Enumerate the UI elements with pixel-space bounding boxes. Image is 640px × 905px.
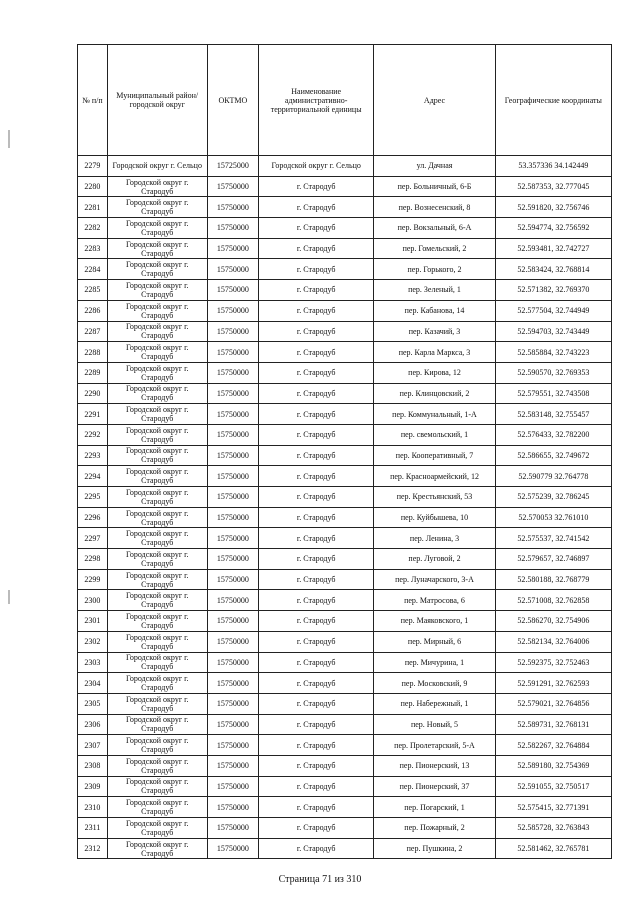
coordinates-cell: 52.583424, 32.768814 bbox=[495, 259, 611, 280]
district-cell: Городской округ г. Стародуб bbox=[107, 238, 207, 259]
row-number: 2284 bbox=[78, 259, 108, 280]
admin-unit-cell: г. Стародуб bbox=[259, 797, 374, 818]
table-row bbox=[78, 549, 612, 570]
row-number: 2286 bbox=[78, 300, 108, 321]
address-cell: ул. Дачная bbox=[374, 156, 495, 177]
row-number: 2300 bbox=[78, 590, 108, 611]
header-district: Муниципальный район/городской округ bbox=[107, 45, 207, 156]
coordinates-cell: 52.585728, 32.763843 bbox=[495, 818, 611, 839]
oktmo-cell: 15750000 bbox=[207, 549, 258, 570]
admin-unit-cell: г. Стародуб bbox=[259, 507, 374, 528]
table-row bbox=[78, 383, 612, 404]
admin-unit-cell: г. Стародуб bbox=[259, 673, 374, 694]
table-row bbox=[78, 424, 612, 445]
oktmo-cell: 15750000 bbox=[207, 797, 258, 818]
district-cell: Городской округ г. Стародуб bbox=[107, 528, 207, 549]
coordinates-cell: 52.583148, 32.755457 bbox=[495, 404, 611, 425]
oktmo-cell: 15750000 bbox=[207, 300, 258, 321]
oktmo-cell: 15750000 bbox=[207, 569, 258, 590]
district-cell: Городской округ г. Стародуб bbox=[107, 466, 207, 487]
address-cell: пер. Гомельский, 2 bbox=[374, 238, 495, 259]
admin-unit-cell: г. Стародуб bbox=[259, 611, 374, 632]
admin-unit-cell: г. Стародуб bbox=[259, 735, 374, 756]
oktmo-cell: 15750000 bbox=[207, 238, 258, 259]
address-cell: пер. Мирный, 6 bbox=[374, 631, 495, 652]
admin-unit-cell: г. Стародуб bbox=[259, 755, 374, 776]
header-address: Адрес bbox=[374, 45, 495, 156]
coordinates-cell: 52.580188, 32.768779 bbox=[495, 569, 611, 590]
oktmo-cell: 15750000 bbox=[207, 383, 258, 404]
address-cell: пер. Пожарный, 2 bbox=[374, 818, 495, 839]
district-cell: Городской округ г. Стародуб bbox=[107, 259, 207, 280]
district-cell: Городской округ г. Стародуб bbox=[107, 735, 207, 756]
admin-unit-cell: г. Стародуб bbox=[259, 280, 374, 301]
table-row bbox=[78, 466, 612, 487]
oktmo-cell: 15750000 bbox=[207, 776, 258, 797]
coordinates-cell: 52.591820, 32.756746 bbox=[495, 197, 611, 218]
coordinates-cell: 52.594703, 32.743449 bbox=[495, 321, 611, 342]
oktmo-cell: 15750000 bbox=[207, 590, 258, 611]
admin-unit-cell: г. Стародуб bbox=[259, 528, 374, 549]
row-number: 2294 bbox=[78, 466, 108, 487]
admin-unit-cell: г. Стародуб bbox=[259, 631, 374, 652]
oktmo-cell: 15750000 bbox=[207, 735, 258, 756]
district-cell: Городской округ г. Стародуб bbox=[107, 300, 207, 321]
district-cell: Городской округ г. Стародуб bbox=[107, 280, 207, 301]
settlements-table bbox=[77, 44, 612, 859]
address-cell: пер. Зеленый, 1 bbox=[374, 280, 495, 301]
table-row bbox=[78, 652, 612, 673]
coordinates-cell: 52.579021, 32.764856 bbox=[495, 693, 611, 714]
table-row bbox=[78, 342, 612, 363]
table-row bbox=[78, 611, 612, 632]
district-cell: Городской округ г. Стародуб bbox=[107, 176, 207, 197]
oktmo-cell: 15750000 bbox=[207, 755, 258, 776]
district-cell: Городской округ г. Стародуб bbox=[107, 549, 207, 570]
coordinates-cell: 52.582267, 32.764884 bbox=[495, 735, 611, 756]
address-cell: пер. Погарский, 1 bbox=[374, 797, 495, 818]
admin-unit-cell: г. Стародуб bbox=[259, 197, 374, 218]
oktmo-cell: 15750000 bbox=[207, 673, 258, 694]
coordinates-cell: 52.582134, 32.764006 bbox=[495, 631, 611, 652]
oktmo-cell: 15750000 bbox=[207, 362, 258, 383]
header-number: № п/п bbox=[78, 45, 108, 156]
coordinates-cell: 52.589180, 32.754369 bbox=[495, 755, 611, 776]
oktmo-cell: 15725000 bbox=[207, 156, 258, 177]
address-cell: пер. Клинцовский, 2 bbox=[374, 383, 495, 404]
table-row bbox=[78, 838, 612, 859]
row-number: 2298 bbox=[78, 549, 108, 570]
admin-unit-cell: г. Стародуб bbox=[259, 776, 374, 797]
coordinates-cell: 52.576433, 32.782200 bbox=[495, 424, 611, 445]
table-row bbox=[78, 487, 612, 508]
admin-unit-cell: г. Стародуб bbox=[259, 818, 374, 839]
address-cell: пер. Пионерский, 13 bbox=[374, 755, 495, 776]
table-row bbox=[78, 818, 612, 839]
table-row bbox=[78, 673, 612, 694]
coordinates-cell: 52.571382, 32.769370 bbox=[495, 280, 611, 301]
coordinates-cell: 52.577504, 32.744949 bbox=[495, 300, 611, 321]
district-cell: Городской округ г. Стародуб bbox=[107, 507, 207, 528]
admin-unit-cell: г. Стародуб bbox=[259, 342, 374, 363]
row-number: 2288 bbox=[78, 342, 108, 363]
oktmo-cell: 15750000 bbox=[207, 321, 258, 342]
table-row bbox=[78, 218, 612, 239]
table-row bbox=[78, 176, 612, 197]
oktmo-cell: 15750000 bbox=[207, 818, 258, 839]
district-cell: Городской округ г. Стародуб bbox=[107, 693, 207, 714]
district-cell: Городской округ г. Стародуб bbox=[107, 652, 207, 673]
oktmo-cell: 15750000 bbox=[207, 838, 258, 859]
coordinates-cell: 52.590570, 32.769353 bbox=[495, 362, 611, 383]
coordinates-cell: 52.590779 32.764778 bbox=[495, 466, 611, 487]
oktmo-cell: 15750000 bbox=[207, 487, 258, 508]
table-row bbox=[78, 321, 612, 342]
table-row bbox=[78, 714, 612, 735]
district-cell: Городской округ г. Стародуб bbox=[107, 445, 207, 466]
address-cell: пер. Коммунальный, 1-А bbox=[374, 404, 495, 425]
table-row bbox=[78, 755, 612, 776]
coordinates-cell: 52.594774, 32.756592 bbox=[495, 218, 611, 239]
oktmo-cell: 15750000 bbox=[207, 176, 258, 197]
coordinates-cell: 52.575239, 32.786245 bbox=[495, 487, 611, 508]
table-row bbox=[78, 590, 612, 611]
oktmo-cell: 15750000 bbox=[207, 466, 258, 487]
row-number: 2293 bbox=[78, 445, 108, 466]
district-cell: Городской округ г. Стародуб bbox=[107, 404, 207, 425]
row-number: 2303 bbox=[78, 652, 108, 673]
row-number: 2296 bbox=[78, 507, 108, 528]
oktmo-cell: 15750000 bbox=[207, 280, 258, 301]
table-row bbox=[78, 156, 612, 177]
oktmo-cell: 15750000 bbox=[207, 342, 258, 363]
address-cell: пер. Луначарского, 3-А bbox=[374, 569, 495, 590]
table-row bbox=[78, 569, 612, 590]
district-cell: Городской округ г. Стародуб bbox=[107, 487, 207, 508]
district-cell: Городской округ г. Стародуб bbox=[107, 197, 207, 218]
district-cell: Городской округ г. Стародуб bbox=[107, 218, 207, 239]
admin-unit-cell: г. Стародуб bbox=[259, 590, 374, 611]
row-number: 2283 bbox=[78, 238, 108, 259]
row-number: 2309 bbox=[78, 776, 108, 797]
row-number: 2279 bbox=[78, 156, 108, 177]
oktmo-cell: 15750000 bbox=[207, 197, 258, 218]
coordinates-cell: 52.579551, 32.743508 bbox=[495, 383, 611, 404]
oktmo-cell: 15750000 bbox=[207, 218, 258, 239]
admin-unit-cell: г. Стародуб bbox=[259, 466, 374, 487]
row-number: 2297 bbox=[78, 528, 108, 549]
coordinates-cell: 52.593481, 32.742727 bbox=[495, 238, 611, 259]
address-cell: пер. Матросова, 6 bbox=[374, 590, 495, 611]
district-cell: Городской округ г. Стародуб bbox=[107, 673, 207, 694]
row-number: 2299 bbox=[78, 569, 108, 590]
oktmo-cell: 15750000 bbox=[207, 611, 258, 632]
row-number: 2302 bbox=[78, 631, 108, 652]
row-number: 2290 bbox=[78, 383, 108, 404]
row-number: 2311 bbox=[78, 818, 108, 839]
coordinates-cell: 52.591291, 32.762593 bbox=[495, 673, 611, 694]
admin-unit-cell: г. Стародуб bbox=[259, 693, 374, 714]
address-cell: пер. Горького, 2 bbox=[374, 259, 495, 280]
district-cell: Городской округ г. Стародуб bbox=[107, 342, 207, 363]
district-cell: Городской округ г. Стародуб bbox=[107, 714, 207, 735]
row-number: 2305 bbox=[78, 693, 108, 714]
coordinates-cell: 52.586655, 32.749672 bbox=[495, 445, 611, 466]
coordinates-cell: 52.591055, 32.750517 bbox=[495, 776, 611, 797]
row-number: 2304 bbox=[78, 673, 108, 694]
admin-unit-cell: г. Стародуб bbox=[259, 714, 374, 735]
row-number: 2307 bbox=[78, 735, 108, 756]
header-admin-unit: Наименование административно-территориальной единицы bbox=[259, 45, 374, 156]
table-row bbox=[78, 445, 612, 466]
address-cell: пер. Крестьянский, 53 bbox=[374, 487, 495, 508]
admin-unit-cell: г. Стародуб bbox=[259, 404, 374, 425]
row-number: 2292 bbox=[78, 424, 108, 445]
address-cell: пер. Больничный, 6-Б bbox=[374, 176, 495, 197]
address-cell: пер. Казачий, 3 bbox=[374, 321, 495, 342]
table-row bbox=[78, 362, 612, 383]
row-number: 2280 bbox=[78, 176, 108, 197]
coordinates-cell: 52.575415, 32.771391 bbox=[495, 797, 611, 818]
address-cell: пер. Ленина, 3 bbox=[374, 528, 495, 549]
address-cell: пер. Московский, 9 bbox=[374, 673, 495, 694]
table-row bbox=[78, 693, 612, 714]
address-cell: пер. Куйбышева, 10 bbox=[374, 507, 495, 528]
district-cell: Городской округ г. Стародуб bbox=[107, 776, 207, 797]
table-row bbox=[78, 735, 612, 756]
district-cell: Городской округ г. Стародуб bbox=[107, 590, 207, 611]
address-cell: пер. Пионерский, 37 bbox=[374, 776, 495, 797]
coordinates-cell: 52.575537, 32.741542 bbox=[495, 528, 611, 549]
oktmo-cell: 15750000 bbox=[207, 404, 258, 425]
row-number: 2289 bbox=[78, 362, 108, 383]
header-oktmo: ОКТМО bbox=[207, 45, 258, 156]
row-number: 2285 bbox=[78, 280, 108, 301]
district-cell: Городской округ г. Стародуб bbox=[107, 569, 207, 590]
row-number: 2301 bbox=[78, 611, 108, 632]
admin-unit-cell: г. Стародуб bbox=[259, 569, 374, 590]
coordinates-cell: 53.357336 34.142449 bbox=[495, 156, 611, 177]
district-cell: Городской округ г. Стародуб bbox=[107, 797, 207, 818]
address-cell: пер. Кабанова, 14 bbox=[374, 300, 495, 321]
table-row bbox=[78, 507, 612, 528]
page-footer: Страница 71 из 310 bbox=[278, 874, 362, 885]
table-row bbox=[78, 300, 612, 321]
table-row bbox=[78, 197, 612, 218]
address-cell: пер. Красноармейский, 12 bbox=[374, 466, 495, 487]
oktmo-cell: 15750000 bbox=[207, 528, 258, 549]
row-number: 2287 bbox=[78, 321, 108, 342]
oktmo-cell: 15750000 bbox=[207, 631, 258, 652]
admin-unit-cell: Городской округ г. Сельцо bbox=[259, 156, 374, 177]
district-cell: Городской округ г. Стародуб bbox=[107, 383, 207, 404]
admin-unit-cell: г. Стародуб bbox=[259, 383, 374, 404]
coordinates-cell: 52.585884, 32.743223 bbox=[495, 342, 611, 363]
row-number: 2308 bbox=[78, 755, 108, 776]
coordinates-cell: 52.586270, 32.754906 bbox=[495, 611, 611, 632]
table-header-row bbox=[78, 45, 612, 156]
address-cell: пер. Пролетарский, 5-А bbox=[374, 735, 495, 756]
oktmo-cell: 15750000 bbox=[207, 693, 258, 714]
table-row bbox=[78, 528, 612, 549]
address-cell: пер. Маяковского, 1 bbox=[374, 611, 495, 632]
coordinates-cell: 52.581462, 32.765781 bbox=[495, 838, 611, 859]
address-cell: пер. Вокзальный, 6-А bbox=[374, 218, 495, 239]
table-row bbox=[78, 631, 612, 652]
admin-unit-cell: г. Стародуб bbox=[259, 549, 374, 570]
admin-unit-cell: г. Стародуб bbox=[259, 300, 374, 321]
address-cell: пер. Новый, 5 bbox=[374, 714, 495, 735]
admin-unit-cell: г. Стародуб bbox=[259, 424, 374, 445]
table-body bbox=[78, 156, 612, 859]
table-row bbox=[78, 776, 612, 797]
admin-unit-cell: г. Стародуб bbox=[259, 218, 374, 239]
admin-unit-cell: г. Стародуб bbox=[259, 838, 374, 859]
scan-margin-mark bbox=[8, 130, 10, 148]
table-row bbox=[78, 238, 612, 259]
district-cell: Городской округ г. Стародуб bbox=[107, 755, 207, 776]
district-cell: Городской округ г. Стародуб bbox=[107, 838, 207, 859]
coordinates-cell: 52.570053 32.761010 bbox=[495, 507, 611, 528]
address-cell: пер. Кирова, 12 bbox=[374, 362, 495, 383]
table-row bbox=[78, 404, 612, 425]
admin-unit-cell: г. Стародуб bbox=[259, 259, 374, 280]
address-cell: пер. Карла Маркса, 3 bbox=[374, 342, 495, 363]
coordinates-cell: 52.579657, 32.746897 bbox=[495, 549, 611, 570]
header-coordinates: Географические координаты bbox=[495, 45, 611, 156]
address-cell: пер. Пушкина, 2 bbox=[374, 838, 495, 859]
address-cell: пер. Мичурина, 1 bbox=[374, 652, 495, 673]
address-cell: пер. Вознесенский, 8 bbox=[374, 197, 495, 218]
address-cell: пер. Кооперативный, 7 bbox=[374, 445, 495, 466]
admin-unit-cell: г. Стародуб bbox=[259, 362, 374, 383]
oktmo-cell: 15750000 bbox=[207, 259, 258, 280]
oktmo-cell: 15750000 bbox=[207, 445, 258, 466]
table-row bbox=[78, 280, 612, 301]
district-cell: Городской округ г. Стародуб bbox=[107, 362, 207, 383]
district-cell: Городской округ г. Стародуб bbox=[107, 818, 207, 839]
district-cell: Городской округ г. Стародуб bbox=[107, 631, 207, 652]
row-number: 2312 bbox=[78, 838, 108, 859]
address-cell: пер. свемольский, 1 bbox=[374, 424, 495, 445]
admin-unit-cell: г. Стародуб bbox=[259, 445, 374, 466]
admin-unit-cell: г. Стародуб bbox=[259, 176, 374, 197]
scan-margin-mark bbox=[8, 590, 10, 604]
district-cell: Городской округ г. Стародуб bbox=[107, 424, 207, 445]
row-number: 2281 bbox=[78, 197, 108, 218]
admin-unit-cell: г. Стародуб bbox=[259, 652, 374, 673]
oktmo-cell: 15750000 bbox=[207, 424, 258, 445]
admin-unit-cell: г. Стародуб bbox=[259, 238, 374, 259]
table-row bbox=[78, 259, 612, 280]
admin-unit-cell: г. Стародуб bbox=[259, 321, 374, 342]
row-number: 2306 bbox=[78, 714, 108, 735]
oktmo-cell: 15750000 bbox=[207, 714, 258, 735]
admin-unit-cell: г. Стародуб bbox=[259, 487, 374, 508]
coordinates-cell: 52.589731, 32.768131 bbox=[495, 714, 611, 735]
address-cell: пер. Луговой, 2 bbox=[374, 549, 495, 570]
address-cell: пер. Набережный, 1 bbox=[374, 693, 495, 714]
oktmo-cell: 15750000 bbox=[207, 507, 258, 528]
row-number: 2310 bbox=[78, 797, 108, 818]
row-number: 2295 bbox=[78, 487, 108, 508]
district-cell: Городской округ г. Стародуб bbox=[107, 321, 207, 342]
district-cell: Городской округ г. Сельцо bbox=[107, 156, 207, 177]
coordinates-cell: 52.592375, 32.752463 bbox=[495, 652, 611, 673]
district-cell: Городской округ г. Стародуб bbox=[107, 611, 207, 632]
coordinates-cell: 52.571008, 32.762858 bbox=[495, 590, 611, 611]
coordinates-cell: 52.587353, 32.777045 bbox=[495, 176, 611, 197]
row-number: 2291 bbox=[78, 404, 108, 425]
table-row bbox=[78, 797, 612, 818]
row-number: 2282 bbox=[78, 218, 108, 239]
oktmo-cell: 15750000 bbox=[207, 652, 258, 673]
